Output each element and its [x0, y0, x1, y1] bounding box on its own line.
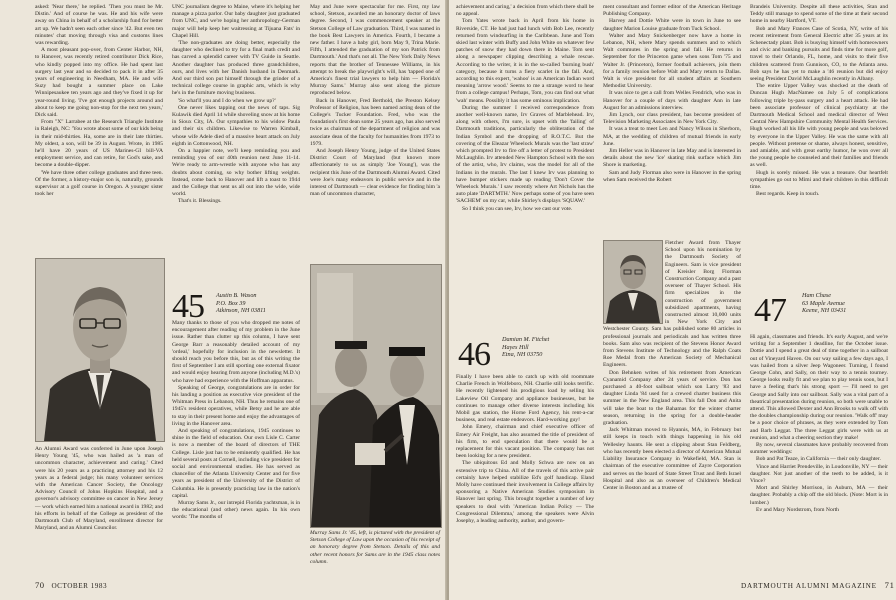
secretary-name: Ham Chase [802, 292, 832, 299]
text-paragraph: May and June were spectacular for me. First, my law school, Stetson, awarded me an honorary doctor of laws degree. Second, I was commencement speaker at the Stetson College of Law graduation. Third, I was named in the book Best Lawyers in America. Fourth, I became a new father. I have a baby girl, born May 9, Trina Marie. Fifth, I attended the graduation of my son Patrick from Dartmouth.' And that's not all. The New York Daily News reports that the brother of Tennessee Williams, in his attempt to break the playwright's will, has 'tapped one of America's finest trial lawyers to help him — Florida's Murray Sams.' Murray also sent along the picture reproduced below. [310, 4, 440, 97]
text-paragraph: Best regards. Keep in touch. [756, 191, 820, 198]
right-col2-top [603, 4, 741, 238]
text-paragraph: Jack Whitman moved to Hyannis, MA, in February but still keeps in touch with things happening in his old Wellesley haunts. He sent a clipping about Stan Feldberg, who has recently been elected a director of American Mutual Liability Insurance Company in Wakefield, MA. Stan is chairman of the executive committee of Zayre Corporation and serves on the board of State Street Trust and Beth Israel Hospital and also as an overseer of Children's Medical Center in Boston and as a trustee of [603, 427, 741, 491]
text-paragraph: From "X" Larrabee at the Research Triangle Institute in Raleigh, NC: 'You wrote about some of our kids being in their mid-thirties. Ha, some are in their late thirties. My oldest, a son, will be 39 in August. Wrote, in 1985 he'll have 20 years of US Marines-GI bill-VA employment service, and can retire, for God's sake, and become a double-dipper. [35, 119, 163, 169]
left-col2-bottom [172, 320, 300, 574]
text-paragraph: 'So what'll you and I do when we grow up?' [178, 97, 276, 104]
address-line: P.O. Box 39 [216, 299, 246, 307]
photo-text-wrap [603, 240, 665, 324]
text-paragraph: Vince and Harriet Prendeville, in Loudonville, NY — their daughter. Not just another of the teeth to be added, is it Vince? [750, 463, 888, 485]
right-col3-bottom [750, 334, 888, 578]
portrait-photo [35, 258, 165, 442]
page-folio-right [741, 581, 895, 591]
portrait-illustration [36, 259, 164, 441]
ceremony-illustration [311, 265, 441, 527]
page-number: 70 [35, 580, 45, 590]
ceremony-photo [310, 264, 442, 528]
right-col1-top [456, 4, 594, 292]
text-paragraph: It was a treat to meet Len and Nancy Wilson in Sherborn, MA, at the wedding of children of mutual friends in early June. [603, 126, 741, 147]
text-paragraph: Brandeis University. Despite all these activities, Stan and Teddy still manage to spend some of the time at their second home in nearby Hartford, VT. [750, 4, 888, 25]
text-paragraph: Bob and Mary Frances Case of Scotia, NY, write of his recent retirement from General Electric after 35 years at its Schenectady plant. Bob is busying himself with homeowners and civic and banking pursuits and finds time for more golf, travel to their Orlando, FL, home, and visits to their five children scattered from Gunnison, CO, to the Atlanta area. Bob says he has yet to make a '46 reunion but did enjoy seeing President David McLaughlin recently in Albany. [750, 25, 888, 83]
text-paragraph: Back in Hanover, Fred Berthold, the Preston Kelsey Professor of Religion, has been named acting dean of the College's Tucker Foundation. Fred, who was the foundation's first dean some 25 years ago, has also served twice as chairman of the department of religion and was associate dean of the faculty for humanities from 1973 to 1979. [310, 97, 440, 147]
text-paragraph: 'We have three other college graduates and three teen. Of the former, a history-major son is, naturally, grounds supervisor at a golf course in Oregon. A younger sister took her [35, 169, 163, 198]
ceremony-caption: Murray Sams Jr. '45, left, is pictured with the president of Stetson College of Law upon the occasion of his receipt of an honorary degree from Stetson. Details of this and other recent honors for Sams are in the 1945 class notes column. [310, 530, 440, 565]
left-col2-top [172, 4, 300, 280]
class-year-number: 46 [458, 336, 490, 373]
text-paragraph: Jim Lynch, our class president, has become president of Television Marketing Associates in New York City. [603, 112, 741, 126]
text-paragraph: Speaking of George, congratulations are in order for his landing a position as executive vice president of the Whitman Press in Lebanon, NH. Thus he remains one of 1945's resident operatives, while Betsy and he are able to stay in their present home and enjoy the advantages of living in the Hanover area. [172, 384, 300, 427]
text-paragraph: A most pleasant pop-over, from Center Harbor, NH, to Hanover, was recently retired contributor Dick Rice, who kindly popped into my office. He had spent last surgery last year and so decided to pack it in after 35 years of engineering in Needham, MA. He and wife Suzy had bought a summer place on Lake Winnipesaukee ten years ago and they've fixed it up for year-round living. 'I've got enough projects around and about to keep me going non-stop for the next ten years,' Dick said. [35, 47, 163, 119]
text-paragraph: It was nice to get a call from Welles Fendrich, who was in Hanover for a couple of days with daughter Ann in late August for an admissions interview. [603, 90, 741, 111]
class-year-number: 47 [754, 292, 786, 329]
text-paragraph: Hugh is sorely missed. He was a treasure. Our heartfelt sympathies go out to Mimi and their children in this difficult time. [750, 169, 888, 191]
address-line: Etna, NH 03750 [502, 351, 543, 359]
text-paragraph: UNC journalism degree to Maine, where it's helping her manage a pizza parlor. Our baby daughter just graduated from UNC, and we're hoping her anthropology-German major will help keep her waitressing at Tijuana Fats' in Chapel Hill. [172, 4, 300, 39]
class-secretary-address [216, 292, 266, 315]
text-paragraph: 'The non-graduates are doing better, especially the daughter who declined to try for a final math credit and has carved a splendid career with TV Guide in Seattle. Another daughter has produced three grandchildren, ours, and lives with her Danish husband in Denmark. And our third son put himself through the grinder of a technical college course in graphic arts, which is why he's in the furniture moving business. [172, 40, 300, 97]
page-number: 71 [884, 580, 895, 590]
left-page [0, 0, 447, 600]
class-heading-46 [456, 332, 594, 376]
text-paragraph: asked: 'Near there,' he replied. 'Then you must be Mr. Distin.' And of course he was. He and his wife were away on China in behalf of a scholarship fund for better art up. We hadn't seen each other since '42. But even ten minutes' chat moving through visa and customs lines was rewarding. [35, 4, 163, 47]
text-paragraph: So I think you can see, Irv, how we cast our vote. [462, 205, 573, 212]
page-folio-left [35, 581, 107, 591]
text-paragraph: Mort and Shirley Morrison, in Auburn, MA — their daughter. Probably a chip off the old block. (Note: Mort is in lumber.) [750, 485, 888, 506]
right-col1-bottom [456, 374, 594, 578]
address-line: Keene, NH 03431 [802, 307, 847, 315]
text-paragraph: Bob and Pat Teaze, in California — their only daughter. [756, 456, 881, 463]
text-paragraph: Murray Sams Jr., our intrepid Florida yachtsman, is in the educational (and other) news again. In his own words: 'The months of [172, 500, 300, 521]
text-paragraph: And speaking of congratulations, 1945 continues to shine in the field of education. Our own Lisle C. Carter is now a member of the board of directors of THE College. Lisle just has to be eminently qualified. He has held several posts at Cornell, including vice president for social and environmental studies. He has served as chancellor of the Atlanta University Center and for five years as president of the University of the District of Columbia. He is presently practicing law in the nation's capital. [172, 428, 300, 499]
class-heading-47 [750, 282, 888, 330]
secretary-name: Austin B. Wason [216, 292, 257, 299]
text-paragraph: Tom Yates wrote back in April from his home in Riverside, CT. He had just had lunch with Bob Lee, recently returned from windsurfing in the Caribbean. June and Tom skied last winter with Buffy and John White on whatever few patches of snow they had down there in Maine. Tom sent along a newspaper clipping describing a whale rescue. According to the writer, it is in the so-called 'burning bush' category, because it turns a fiery scarlet in the fall. And, according to this expert, 'wahoo' is an American Indian word meaning 'arrow wood.' Seems to me a strange word to hear from a college campus! Perhaps, Tom, you can find out what 'wah' means. Possibly it has some ominous implication. [456, 18, 594, 104]
text-paragraph: The entire Upper Valley was shocked at the death of Duncan Hugh MacNamee on July 5 of complications following triple by-pass surgery and a heart attack. He had been associate professor of clinical psychiatry at the Dartmouth Medical School and medical director of West Central New Hampshire Community Mental Health Services. Hugh worked all his life with young people and was beloved by everyone in the Upper Valley. He was the same with all people. Without pretense or shame, always honest, sensitive, and amiable, and with great earthy humor, he won over all the young people he counseled and their families and friends as well. [750, 83, 888, 169]
right-col3-top [750, 4, 888, 274]
class-year-number: 45 [172, 288, 204, 325]
address-line: Hayes Hill [502, 343, 529, 351]
text-paragraph: During the summer I received correspondence from another well-known name, Irv Graves of Marblehead. Irv, along with others, I'm sure, is upset with the 'failing' of Dartmouth traditions, particularly the obliteration of the Indian Symbol and the dropping of R.O.T.C. But the covering of the Eleazar Wheelock Murals was the 'last straw' which prompted Irv to fire off a letter of protest to President McLaughlin. Irv attended New Hampton School with the son of the artist, who, Irv claims, was the model for all of the Indians in the murals. The last I knew Irv was planning to have bumper stickers made up reading 'Don't Cover the Wheelock Murals.' I saw recently where Art Nichols has the auto plate 'DARTMTH.' Now perhaps some of you have seen 'SACHEM' on my car, while Shirley's displays 'SQUAW.' [456, 104, 594, 205]
text-paragraph: Fletcher Award from Thayer School upon his nomination by the Dartmouth Society of Engineers. Sam is vice president of Kreisler Borg Florman Construction Company and a past overseer of Thayer School. His firm specializes in the construction of government subsidized apartments, having constructed almost 10,000 units in New York City and Westchester County. Sam has published some 80 articles in professional journals and periodicals and has written three books. Sam also was recipient of the Stevens Honor Award from Stevens Institute of Technology and the Ralph Coats Roe Medal from the American Society of Mechanical Engineers. [603, 240, 741, 369]
text-paragraph: ment consultant and former editor of the American Heritage Publishing Company. [603, 4, 741, 18]
text-paragraph: Jim Heller was in Hanover in late May and is interested in details about the new 'ice' skating rink surface which Jim Shore is marketing. [603, 148, 741, 169]
text-paragraph: By now, several classmates have probably recovered from summer weddings: [750, 442, 888, 456]
text-paragraph: On a happier note, we'll keep reminding you and reminding you of our 40th reunion next June 11-14. We're ready to arm-wrestle with anyone who has any doubts about coming, so why bother lifting weights. Instead, come back to Hanover and lift a toast to 1944 and the College that sent us all out into the wide, wide world. [172, 148, 300, 198]
text-paragraph: The ubiquitous Ed and Molly Schwa are now on an extensive trip to China. All of the travels of this active pair certainly have helped stabilize Ed's golf handicap. Eland Molly have continued their involvement in College affairs by sponsoring a Native American Studies symposium in Hanover last spring. This brought together a number of key speakers to deal with 'American Indian Policy — The Congressional Dilemma,' among the speakers were Alvin Josephy, a leading authority, author, and govern- [456, 460, 594, 525]
text-paragraph: achievement and caring,' a decision from which there shall be no appeal. [456, 4, 594, 18]
text-paragraph: Sam and Judy Florman also were in Hanover in the spring when Sam received the Robert [603, 169, 741, 183]
text-paragraph: Harvey and Dottie White were in town in June to see daughter Marion Louise graduate from Tuck School. [603, 18, 741, 32]
text-paragraph: Ev and Mary Nordstrom, from North [756, 506, 839, 513]
secretary-name: Damian M. Fitchet [502, 336, 550, 343]
left-col3-top [310, 4, 440, 262]
magazine-title: DARTMOUTH ALUMNI MAGAZINE [741, 582, 877, 590]
text-paragraph: And Joseph Henry Young, judge of the United States District Court of Maryland (but known more affectionately to us as simply 'Joe Young'), was the recipient this June of the Dartmouth Alumni Award. Cited were Joe's many endeavors in public service and in the interest of Dartmouth — clear evidence for finding him 'a man of uncommon character, [310, 148, 440, 198]
portrait-caption: An Alumni Award was conferred in June upon Joseph Henry Young '45, who was hailed as 'a man of uncommon character, achievement and caring.' Cited were his 20 years as a practicing attorney and his 12 years as a federal judge; his many volunteer services with the American Cancer Society, the Oncology Advisory Council of Johns Hopkins Hospital, and a governor's advisory committee on cancer in New Jersey — work which earned him a national award in 1982; and his efforts in behalf of the College as president of the Dartmouth Club of Maryland, enrollment director for Maryland, and an Alumni Councilor. [35, 446, 163, 532]
address-line: 63 Maple Avenue [802, 299, 845, 307]
issue-date: OCTOBER 1983 [51, 582, 108, 590]
right-col2-mid [603, 240, 741, 578]
left-col1-top [35, 4, 163, 290]
right-page [449, 0, 896, 600]
text-paragraph: Finally I have been able to catch up with old roommate Charlie French in Wolfeboro, NH. Charlie still looks terrific. He recently lightened his prodigious load by selling his Lakeview Oil Company and appliance businesses, but he continues to manage other diverse interests including his Mobil gas station, the Horne Ford Agency, his rent-a-car business, and real estate endeavors. Hard-working guy! [456, 374, 594, 424]
text-paragraph: Hi again, classmates and friends. It's early August, and we're writing for a September 1 deadline, for the October issue. Dottie and I spend a great deal of time together in a sailboat out of Vineyard Haven. On our way sailing a few days ago, I was hailed from a silver Jeep Wagoneer. Turning, I found George Cohn, and Sally, on their way to a tennis tourney. George looks really fit and we plan to play tennis soon, but I have a feeling that's his strong sport — I'll need to get George and Sally into our sailboat. Sally was a vital part of a theatrical presentation during reunion, so both were unable to attend. This allowed Dexter and Ann Brooks to walk off with the doubles championship during our reunion. 'Walk off' may be a poor choice of phrases, as they were extended by Tom and Barb Leggat. The three Leggat girls were with us at reunion, and what a cheering section they make! [750, 334, 888, 441]
text-paragraph: That's it. Blessings. [178, 198, 222, 205]
text-paragraph: John Emery, chairman and chief executive officer of Emery Air Freight, has also assumed the title of president of his firm, to end speculation that there would be a replacement for this vacant position. The company has not been looking for a new president. [456, 424, 594, 460]
address-line: Atkinson, NH 03811 [216, 307, 266, 315]
text-paragraph: One never likes tapping out the news of taps. Sig Kulawik died April 14 while shoveling snow at his home in Sioux City, IA. Our sympathies to his widow Paula and their six children. Likewise to Warren Kimball, whose wife Adele died of a massive heart attack on July eighth in Cottonwood, NH. [172, 104, 300, 147]
text-paragraph: Many thanks to those of you who dropped me notes of encouragement after reading of my problem in the June issue. Rather than clutter up this column, I have sent George Barr a reasonably detailed account of my 'ordeal,' hopefully for inclusion in the newsletter. It should reach you before this, but as of this writing the first of September I am still sporting one external fixator and would enjoy hearing from anyone (including M.D.'s) who have had experience with the Hoffman apparatus. [172, 320, 300, 384]
text-paragraph: Don Behnken writes of his retirement from American Cyanamid Company after 24 years of service. Don has purchased a 40-foot sailboat which son Larry '83 and daughter Linda '84 used for a crewed charter business this summer in the New England area. This fall Don and Anita will take the boat to the Bahamas for the winter charter season, returning in the spring for a double-header graduation. [603, 369, 741, 427]
class-secretary-address [502, 336, 549, 359]
text-paragraph: Walter and Mary Snickenberger now have a home in Lebanon, NH, where Mary spends summers and to which Walt commutes in the spring and fall. He returns in September for the Princeton game when sons Tom '75 and Walter Jr. (Princeton), former football achievers, join them for a family reunion before Walt and Mary return to Dallas. Walt is vice president for all student affairs at Southern Methodist University. [603, 32, 741, 90]
class-secretary-address [802, 292, 846, 315]
